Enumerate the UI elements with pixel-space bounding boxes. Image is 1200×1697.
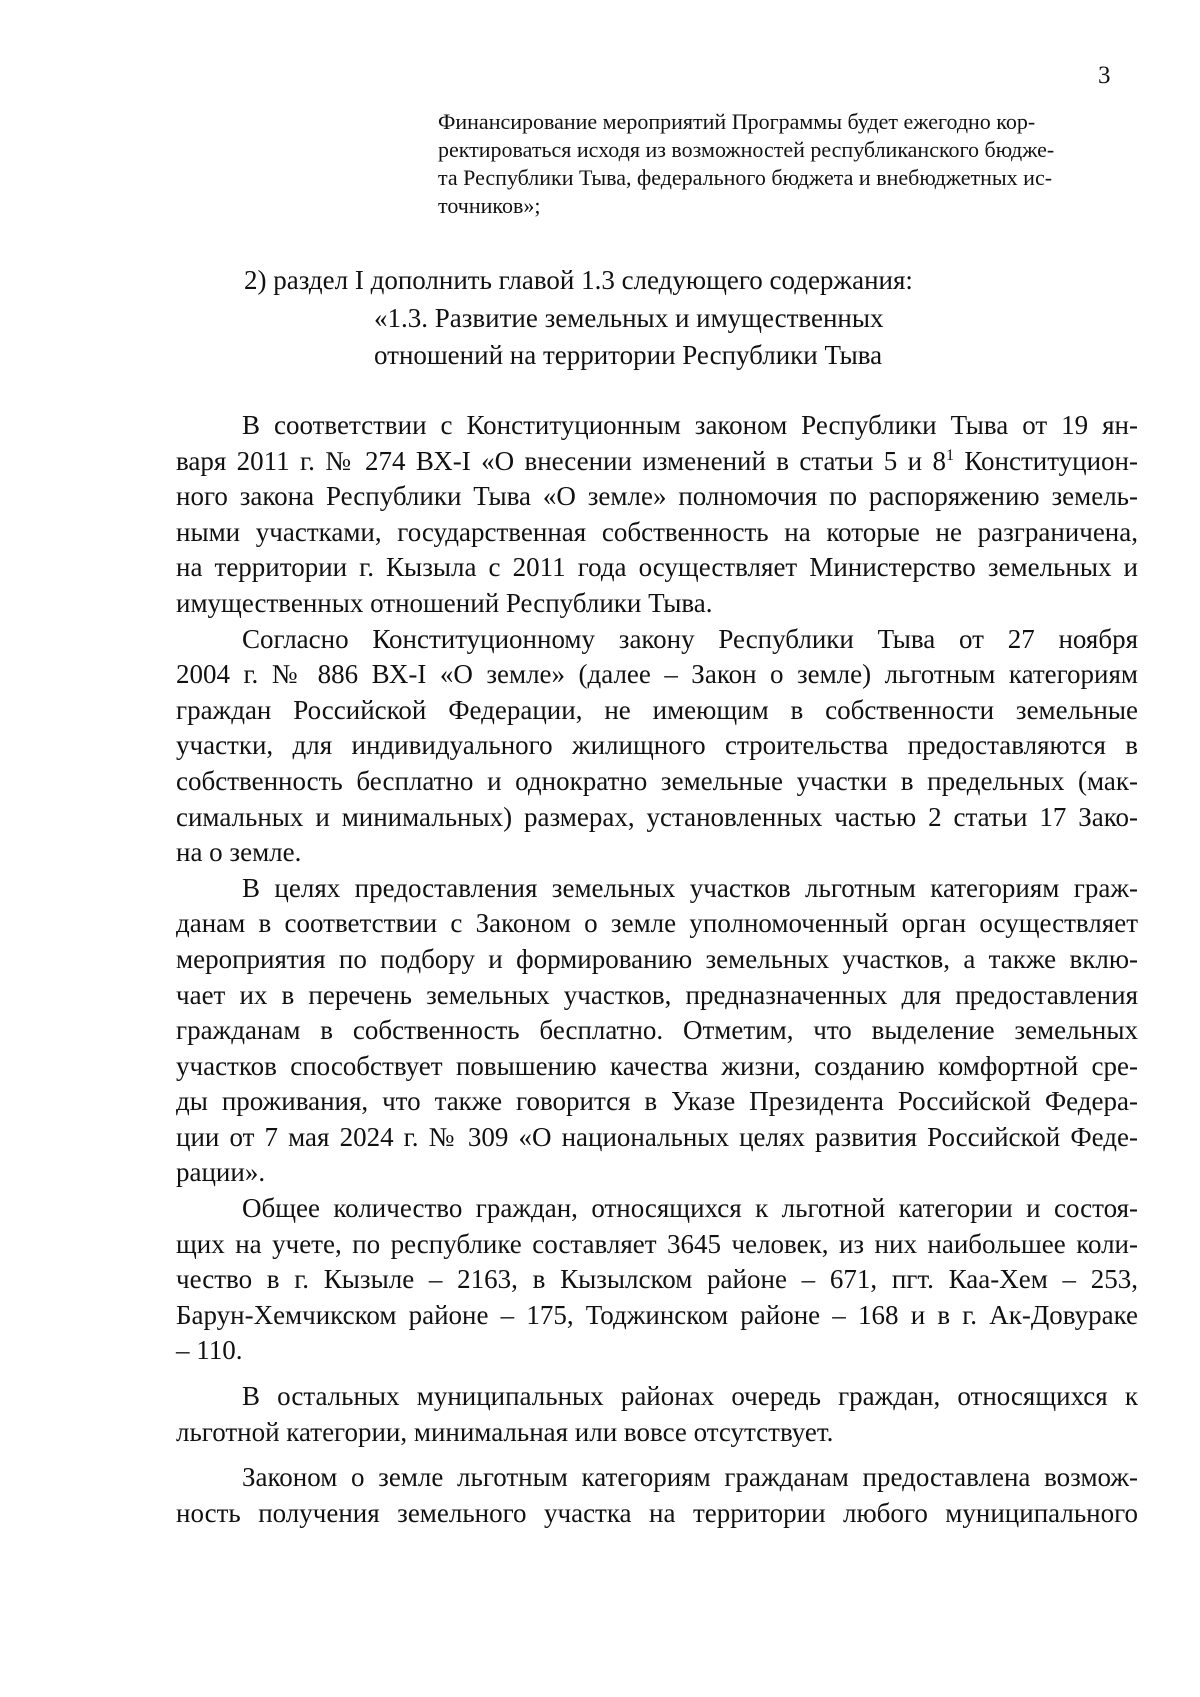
quoted-funding-text <box>438 108 1138 220</box>
text-line: ды проживания, что также говорится в Указе Президента Российской Федера- <box>176 1086 1138 1117</box>
text-line: В соответствии с Конституционным законом Республики Тыва от 19 ян- <box>242 410 1138 440</box>
chapter-title <box>374 300 974 374</box>
text-line: Барун-Хемчикском районе – 175, Тоджинском районе – 168 и в г. Ак-Довураке <box>176 1299 1138 1330</box>
body-text <box>176 408 1138 1531</box>
paragraph <box>176 622 1138 871</box>
text-line: рации». <box>176 1157 266 1188</box>
text-line: мероприятия по подбору и формированию земельных участков, а также вклю- <box>176 943 1138 974</box>
quote-line: та Республики Тыва, федерального бюджета и внебюджетных ис- <box>438 165 1053 190</box>
text-line: В остальных муниципальных районах очередь граждан, относящихся к <box>242 1381 1138 1412</box>
paragraph-gap <box>176 1369 1138 1379</box>
paragraph <box>176 408 1138 622</box>
paragraph-gap <box>176 1450 1138 1460</box>
paragraph <box>176 1191 1138 1369</box>
quote-line: Финансирование мероприятий Программы будет ежегодно кор- <box>438 109 1036 134</box>
text-line: ции от 7 мая 2024 г. № 309 «О национальных целях развития Российской Феде- <box>176 1121 1138 1152</box>
text-line: щих на учете, по республике составляет 3645 человек, из них наибольшее коли- <box>176 1228 1138 1259</box>
text-line: граждан Российской Федерации, не имеющим в собственности земельные <box>176 694 1138 725</box>
text-line: ность получения земельного участка на территории любого муниципального <box>176 1497 1138 1528</box>
quote-line: ректироваться исходя из возможностей республиканского бюдже- <box>438 137 1055 162</box>
page-number: 3 <box>1098 62 1111 89</box>
text-line: участки, для индивидуального жилищного строительства предоставляются в <box>176 730 1138 761</box>
text-line: собственность бесплатно и однократно земельные участки в предельных (мак- <box>176 765 1138 796</box>
text-line: В целях предоставления земельных участков льготным категориям граж- <box>242 872 1138 903</box>
paragraph <box>176 1460 1138 1531</box>
text-line: симальных и минимальных) размерах, установленных частью 2 статьи 17 Зако- <box>176 801 1138 832</box>
text-line: ного закона Республики Тыва «О земле» полномочия по распоряжению земель- <box>176 481 1138 512</box>
quote-line: точников»; <box>438 193 541 218</box>
text-line: – 110. <box>176 1335 243 1366</box>
text-line: имущественных отношений Республики Тыва. <box>176 587 713 618</box>
text-line <box>176 444 1138 480</box>
text-line: участков способствует повышению качества жизни, созданию комфортной сре- <box>176 1050 1138 1081</box>
text-line: данам в соответствии с Законом о земле уполномоченный орган осуществляет <box>176 908 1138 939</box>
paragraph <box>176 871 1138 1191</box>
text-line: на территории г. Кызыла с 2011 года осуществляет Министерство земельных и <box>176 552 1138 583</box>
amendment-item: 2) раздел I дополнить главой 1.3 следующего содержания: <box>244 265 913 295</box>
text-line-part: варя 2011 г. № 274 ВХ-I «О внесении изменений в статьи 5 и 8 <box>176 445 946 476</box>
text-line: Законом о земле льготным категориям гражданам предоставлена возмож- <box>242 1462 1138 1493</box>
text-line: чество в г. Кызыле – 2163, в Кызылском районе – 671, пгт. Каа-Хем – 253, <box>176 1264 1138 1295</box>
chapter-title-line: отношений на территории Республики Тыва <box>374 340 883 370</box>
paragraph <box>176 1379 1138 1450</box>
text-line: 2004 г. № 886 ВХ-I «О земле» (далее – Закон о земле) льготным категориям <box>176 659 1138 690</box>
chapter-title-line: «1.3. Развитие земельных и имущественных <box>374 303 884 333</box>
text-line: льготной категории, минимальная или вовсе отсутствует. <box>176 1416 834 1447</box>
text-line: ными участками, государственная собственность на которые не разграничена, <box>176 516 1138 547</box>
text-line: чает их в перечень земельных участков, предназначенных для предоставления <box>176 979 1138 1010</box>
text-line: на о земле. <box>176 837 302 868</box>
text-line: Согласно Конституционному закону Республики Тыва от 27 ноября <box>242 623 1138 654</box>
text-line: гражданам в собственность бесплатно. Отметим, что выделение земельных <box>176 1015 1138 1046</box>
superscript: 1 <box>945 446 954 464</box>
text-line-part: Конституцион- <box>953 445 1138 476</box>
text-line: Общее количество граждан, относящихся к льготной категории и состоя- <box>242 1193 1138 1224</box>
